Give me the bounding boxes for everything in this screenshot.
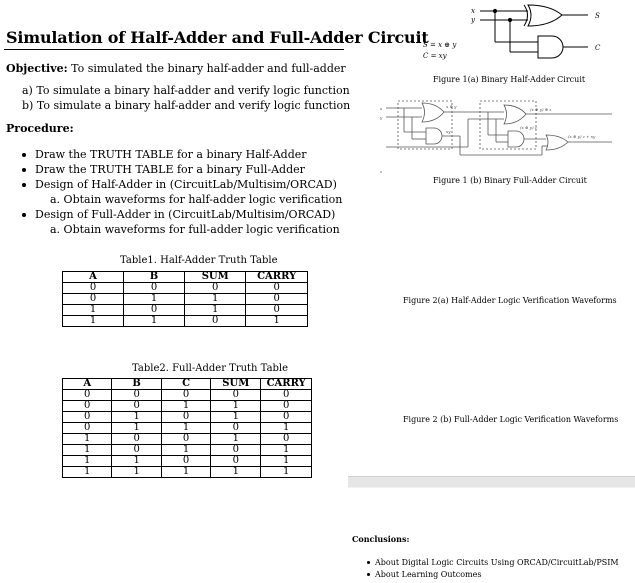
table2-caption: Table2. Full-Adder Truth Table bbox=[132, 363, 289, 374]
table-header-cell: A bbox=[63, 272, 124, 283]
table-cell: 0 bbox=[112, 401, 161, 412]
table-row bbox=[63, 316, 308, 327]
conclusion-item bbox=[375, 558, 619, 567]
conclusion-item bbox=[375, 570, 481, 579]
objective-item-text: To simulate a binary half-adder and verify logic function bbox=[36, 84, 350, 97]
output-s-label: S bbox=[595, 12, 600, 20]
table-cell: 1 bbox=[124, 294, 185, 305]
table-header-cell: CARRY bbox=[261, 379, 312, 390]
table-row bbox=[63, 283, 308, 294]
table-header-cell: C bbox=[161, 379, 210, 390]
conclusions-heading: Conclusions: bbox=[352, 534, 410, 544]
table-header-cell: B bbox=[124, 272, 185, 283]
table-cell: 0 bbox=[261, 434, 312, 445]
table-row bbox=[63, 423, 312, 434]
procedure-item bbox=[35, 208, 335, 221]
xor-gate-1 bbox=[422, 103, 444, 122]
table-row bbox=[63, 445, 312, 456]
half-adder-circuit-diagram bbox=[350, 0, 635, 70]
table-cell: 0 bbox=[246, 305, 308, 316]
table-header-cell: CARRY bbox=[246, 272, 308, 283]
xor1-output-label: x ⊕ y bbox=[446, 104, 457, 109]
and-gate-1 bbox=[426, 128, 442, 144]
table-cell: 1 bbox=[112, 456, 161, 467]
table-cell: 1 bbox=[211, 467, 261, 478]
table-row bbox=[63, 467, 312, 478]
procedure-item-text: Design of Half-Adder in (CircuitLab/Multisim/ORCAD) bbox=[35, 178, 337, 191]
table-row bbox=[63, 434, 312, 445]
procedure-item bbox=[35, 148, 307, 161]
conclusion-item-text: About Digital Logic Circuits Using ORCAD/CircuitLab/PSIM bbox=[375, 558, 619, 567]
table-cell: 0 bbox=[124, 283, 185, 294]
table-cell: 1 bbox=[63, 445, 112, 456]
table-cell: 0 bbox=[211, 390, 261, 401]
full-adder-truth-table bbox=[62, 378, 312, 478]
bullet-icon bbox=[367, 561, 370, 564]
or-gate bbox=[546, 135, 568, 150]
procedure-subitem: a. Obtain waveforms for half-adder logic verification bbox=[50, 193, 343, 206]
objective-item bbox=[22, 99, 350, 112]
table-cell: 1 bbox=[112, 467, 161, 478]
table-row bbox=[63, 305, 308, 316]
title-underline bbox=[4, 49, 344, 50]
table-cell: 1 bbox=[211, 401, 261, 412]
or-output-label: (x ⊕ y) z + xy bbox=[568, 134, 596, 139]
procedure-item-text: Design of Full-Adder in (CircuitLab/Multisim/ORCAD) bbox=[35, 208, 336, 221]
table-cell: 1 bbox=[261, 423, 312, 434]
table-cell: 0 bbox=[261, 401, 312, 412]
table-cell: 1 bbox=[185, 294, 246, 305]
objective-label: Objective: bbox=[6, 62, 68, 75]
table-row bbox=[63, 456, 312, 467]
figure-2b-caption: Figure 2 (b) Full-Adder Logic Verification Waveforms bbox=[403, 415, 619, 424]
input-x-label: x bbox=[471, 7, 475, 15]
table-header-cell: SUM bbox=[185, 272, 246, 283]
bullet-icon bbox=[367, 573, 370, 576]
sum-equation: S = x ⊕ y bbox=[423, 41, 457, 49]
and1-output-label: xy bbox=[446, 129, 451, 134]
and2-output-label: (x ⊕ y) z bbox=[520, 125, 537, 130]
table-cell: 0 bbox=[63, 423, 112, 434]
procedure-item bbox=[35, 178, 337, 191]
table-cell: 0 bbox=[211, 445, 261, 456]
objective-item-text: To simulate a binary half-adder and verify logic function bbox=[36, 99, 351, 112]
table-cell: 1 bbox=[161, 401, 210, 412]
figure-1a-caption: Figure 1(a) Binary Half-Adder Circuit bbox=[433, 75, 586, 84]
output-c-label: C bbox=[595, 44, 601, 52]
table-cell: 1 bbox=[246, 316, 308, 327]
table-cell: 1 bbox=[124, 316, 185, 327]
table-header-cell: A bbox=[63, 379, 112, 390]
input-z-label: z bbox=[380, 169, 383, 174]
conclusion-item-text: About Learning Outcomes bbox=[375, 570, 482, 579]
procedure-subitem: a. Obtain waveforms for full-adder logic verification bbox=[50, 223, 340, 236]
xor-gate bbox=[528, 5, 562, 26]
table-cell: 1 bbox=[211, 412, 261, 423]
objective-item-marker: a) bbox=[22, 84, 33, 97]
xor2-output-label: (x ⊕ y) ⊕ z bbox=[530, 107, 552, 112]
table-cell: 1 bbox=[63, 434, 112, 445]
page-divider bbox=[348, 476, 635, 488]
table-cell: 0 bbox=[161, 412, 210, 423]
table-row bbox=[63, 401, 312, 412]
input-y-label: y bbox=[471, 16, 475, 24]
table-cell: 1 bbox=[63, 467, 112, 478]
table-header-cell: SUM bbox=[211, 379, 261, 390]
table-cell: 0 bbox=[63, 283, 124, 294]
table-cell: 0 bbox=[63, 294, 124, 305]
table-cell: 0 bbox=[261, 412, 312, 423]
page-title: Simulation of Half-Adder and Full-Adder Circuit bbox=[6, 28, 429, 47]
bullet-icon bbox=[22, 168, 26, 172]
table-cell: 0 bbox=[246, 294, 308, 305]
bullet-icon bbox=[22, 153, 26, 157]
input-y-label: y bbox=[380, 115, 383, 120]
xor-gate-back-curve bbox=[524, 5, 528, 26]
table-header-cell: B bbox=[112, 379, 161, 390]
input-x-label: x bbox=[380, 106, 383, 111]
and-gate-2 bbox=[508, 131, 524, 147]
half-adder-truth-table bbox=[62, 271, 308, 327]
table-row bbox=[63, 412, 312, 423]
objective-item-marker: b) bbox=[22, 99, 34, 112]
objective-line bbox=[6, 62, 346, 75]
junction-dot bbox=[493, 9, 496, 12]
table-row bbox=[63, 294, 308, 305]
table-cell: 0 bbox=[63, 401, 112, 412]
junction-dot bbox=[508, 18, 511, 21]
table-cell: 0 bbox=[63, 390, 112, 401]
table-row bbox=[63, 390, 312, 401]
table-cell: 1 bbox=[161, 423, 210, 434]
table-cell: 1 bbox=[63, 456, 112, 467]
table-cell: 1 bbox=[63, 305, 124, 316]
bullet-icon bbox=[22, 213, 26, 217]
table-cell: 0 bbox=[211, 423, 261, 434]
table-cell: 0 bbox=[124, 305, 185, 316]
table-cell: 0 bbox=[261, 390, 312, 401]
table-cell: 1 bbox=[261, 456, 312, 467]
bullet-icon bbox=[22, 183, 26, 187]
procedure-item bbox=[35, 163, 305, 176]
table-cell: 0 bbox=[185, 316, 246, 327]
table-cell: 1 bbox=[261, 445, 312, 456]
table-cell: 1 bbox=[161, 467, 210, 478]
table-cell: 0 bbox=[161, 456, 210, 467]
table-header-row bbox=[63, 379, 312, 390]
figure-2a-caption: Figure 2(a) Half-Adder Logic Verification Waveforms bbox=[403, 296, 617, 305]
table-cell: 1 bbox=[63, 316, 124, 327]
procedure-item-text: Draw the TRUTH TABLE for a binary Half-Adder bbox=[35, 148, 307, 161]
table-cell: 1 bbox=[161, 445, 210, 456]
objective-text: To simulated the binary half-adder and full-adder bbox=[67, 62, 346, 75]
table-cell: 1 bbox=[112, 423, 161, 434]
table-cell: 1 bbox=[211, 434, 261, 445]
table-cell: 0 bbox=[63, 412, 112, 423]
carry-equation: C = xy bbox=[423, 52, 447, 60]
table-cell: 1 bbox=[112, 412, 161, 423]
and-gate bbox=[538, 36, 563, 58]
figure-1b-caption: Figure 1 (b) Binary Full-Adder Circuit bbox=[433, 176, 587, 185]
table-header-row bbox=[63, 272, 308, 283]
full-adder-circuit-diagram bbox=[350, 95, 635, 175]
table-cell: 0 bbox=[161, 390, 210, 401]
objective-item bbox=[22, 84, 350, 97]
table-cell: 0 bbox=[246, 283, 308, 294]
xor-gate-2 bbox=[504, 105, 526, 124]
table-cell: 1 bbox=[185, 305, 246, 316]
table-cell: 0 bbox=[211, 456, 261, 467]
procedure-heading: Procedure: bbox=[6, 122, 74, 135]
table-cell: 0 bbox=[185, 283, 246, 294]
table-cell: 1 bbox=[261, 467, 312, 478]
table-cell: 0 bbox=[112, 390, 161, 401]
table-cell: 0 bbox=[112, 434, 161, 445]
table-cell: 0 bbox=[161, 434, 210, 445]
procedure-item-text: Draw the TRUTH TABLE for a binary Full-Adder bbox=[35, 163, 305, 176]
table1-caption: Table1. Half-Adder Truth Table bbox=[120, 255, 278, 266]
table-cell: 0 bbox=[112, 445, 161, 456]
